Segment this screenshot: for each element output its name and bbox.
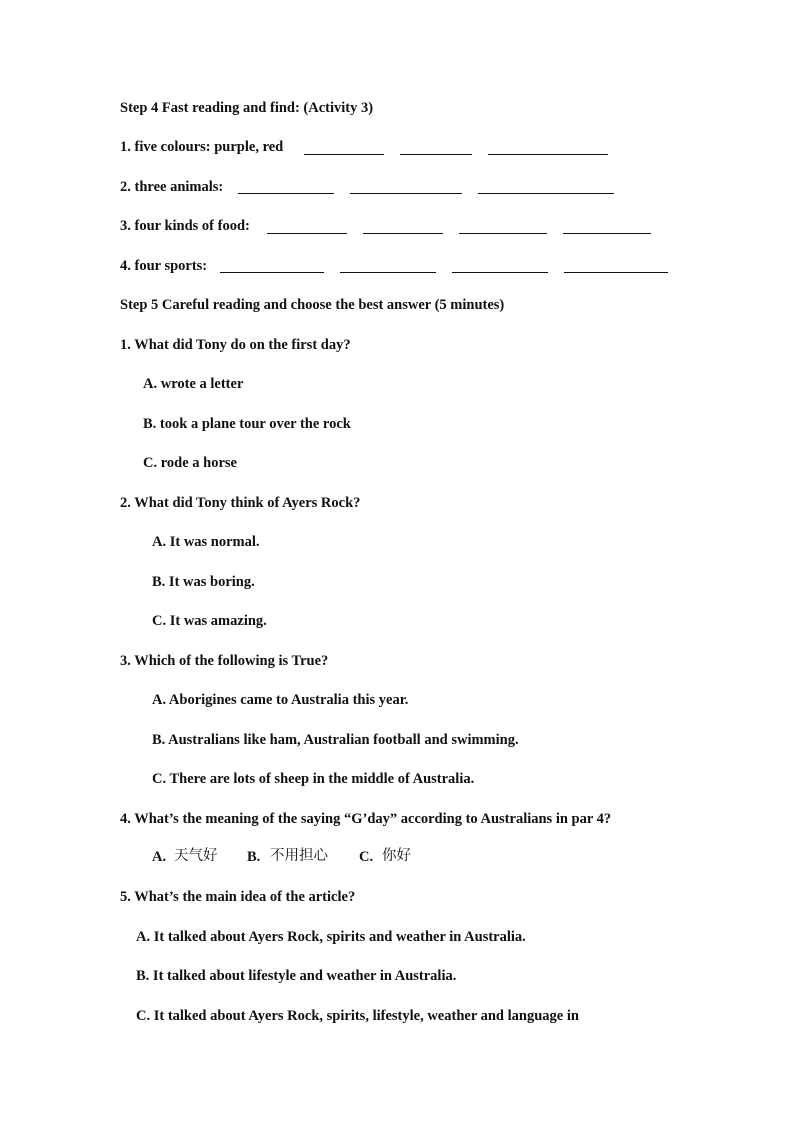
question-5-option-b[interactable]: B. It talked about lifestyle and weather in Australia. [136,968,457,984]
q4-blank-4[interactable] [564,272,668,273]
q2-blank-3[interactable] [478,193,614,194]
q1-blank-1[interactable] [304,154,384,155]
q3-blank-4[interactable] [563,233,651,234]
question-5-option-c[interactable]: C. It talked about Ayers Rock, spirits, lifestyle, weather and language in [136,1008,579,1024]
question-3-option-c[interactable]: C. There are lots of sheep in the middle of Australia. [152,771,475,787]
q4-blank-2[interactable] [340,272,436,273]
question-4-option-c-letter[interactable]: C. [359,849,374,865]
q3-blank-1[interactable] [267,233,347,234]
question-5-stem: 5. What’s the main idea of the article? [120,889,356,905]
question-3-option-b[interactable]: B. Australians like ham, Australian football and swimming. [152,732,519,748]
question-1-option-a[interactable]: A. wrote a letter [143,376,244,392]
q1-blank-3[interactable] [488,154,608,155]
question-2-stem: 2. What did Tony think of Ayers Rock? [120,495,361,511]
q1-blank-2[interactable] [400,154,472,155]
step4-q4: 4. four sports: [120,258,208,274]
question-3-option-a[interactable]: A. Aborigines came to Australia this year. [152,692,409,708]
q4-blank-1[interactable] [220,272,324,273]
question-4-option-b-letter[interactable]: B. [247,849,261,865]
question-3-stem: 3. Which of the following is True? [120,653,329,669]
q3-blank-2[interactable] [363,233,443,234]
step4-q3: 3. four kinds of food: [120,218,250,234]
question-2-option-b[interactable]: B. It was boring. [152,574,255,590]
question-2-option-a[interactable]: A. It was normal. [152,534,260,550]
q2-blank-1[interactable] [238,193,334,194]
q4-blank-3[interactable] [452,272,548,273]
question-2-option-c[interactable]: C. It was amazing. [152,613,267,629]
question-1-option-c[interactable]: C. rode a horse [143,455,237,471]
question-4-option-a-letter[interactable]: A. [152,849,167,865]
question-1-option-b[interactable]: B. took a plane tour over the rock [143,416,351,432]
step4-q1: 1. five colours: purple, red [120,139,284,155]
q2-blank-2[interactable] [350,193,462,194]
step4-q2: 2. three animals: [120,179,224,195]
question-1-stem: 1. What did Tony do on the first day? [120,337,351,353]
question-4-option-c-text[interactable]: 你好 [382,848,411,864]
q3-blank-3[interactable] [459,233,547,234]
question-5-option-a[interactable]: A. It talked about Ayers Rock, spirits and weather in Australia. [136,929,526,945]
question-4-option-b-text[interactable]: 不用担心 [270,848,328,864]
question-4-stem: 4. What’s the meaning of the saying “G’day” according to Australians in par 4? [120,811,612,827]
question-4-option-a-text[interactable]: 天气好 [174,848,218,864]
step4-heading: Step 4 Fast reading and find: (Activity 3) [120,100,374,116]
step5-heading: Step 5 Careful reading and choose the best answer (5 minutes) [120,297,505,313]
